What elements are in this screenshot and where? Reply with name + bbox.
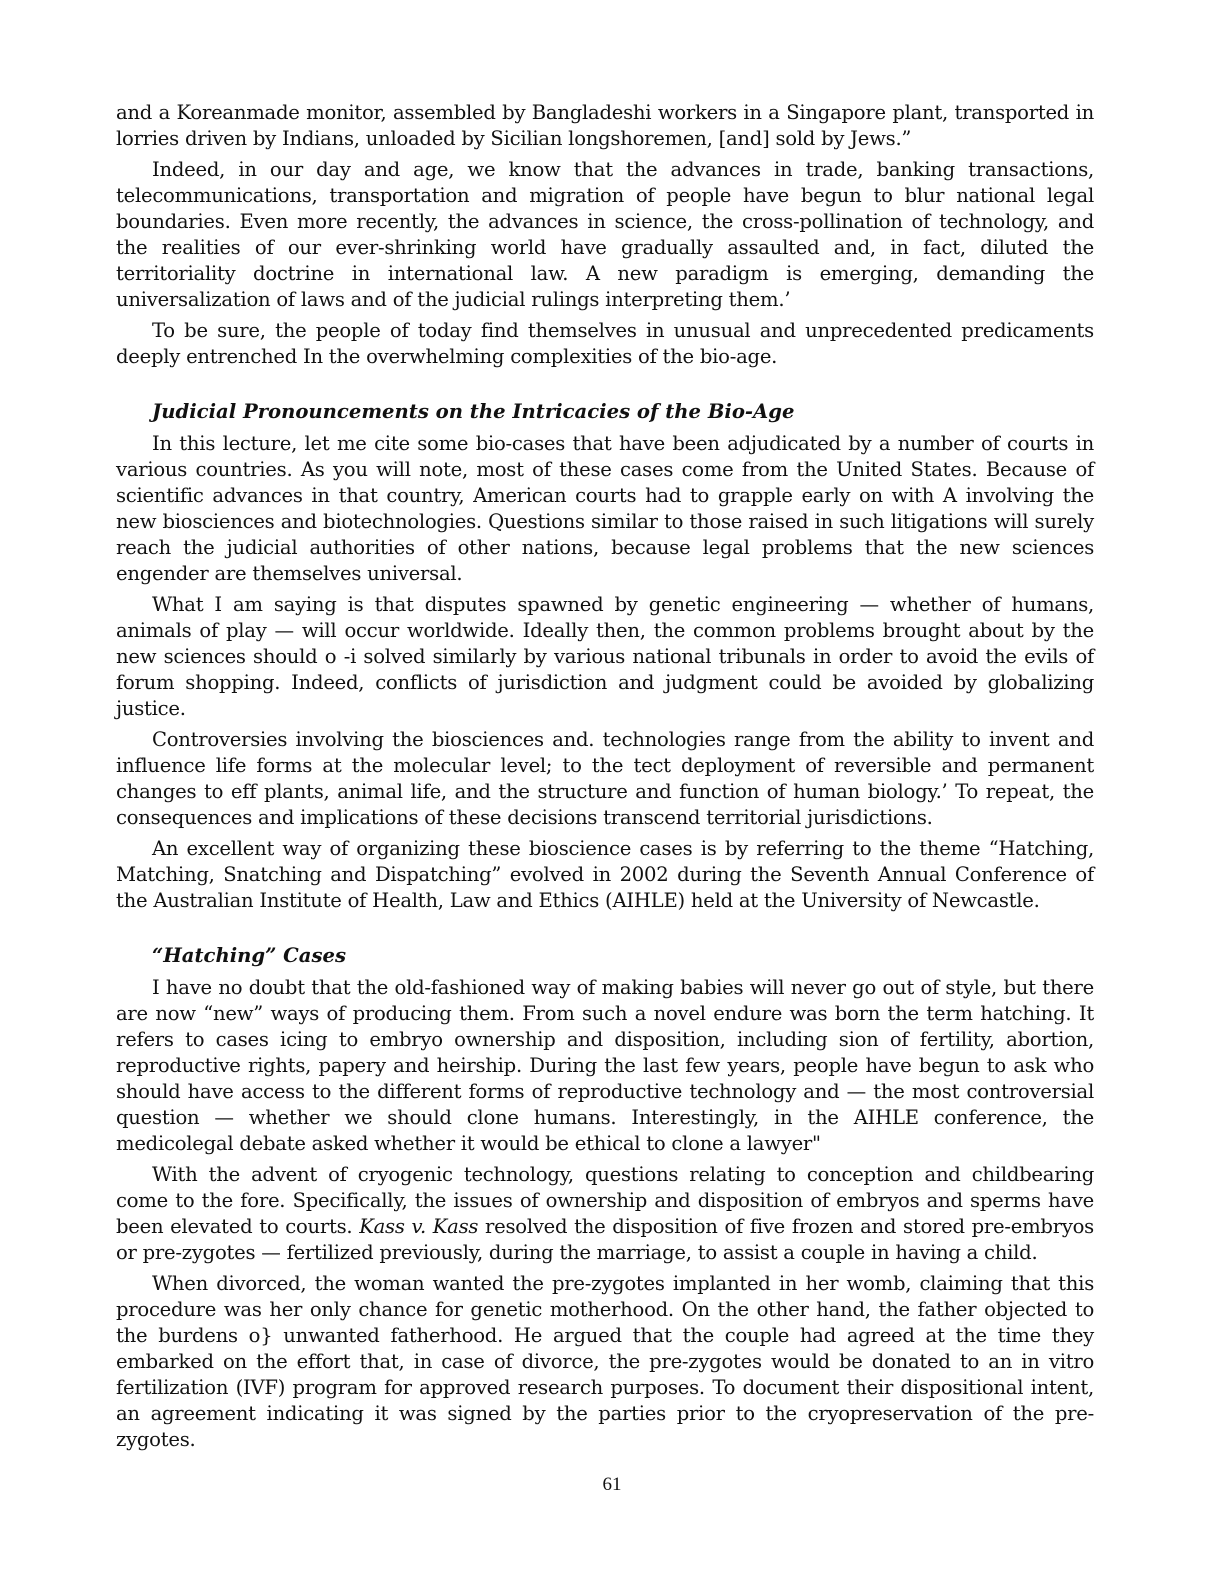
section-heading-hatching-cases: “Hatching” Cases [152,944,347,967]
paragraph-legal-boundaries: Indeed, in our day and age, we know that the advances in trade, banking transactions, telecommunications, transportation and migration of people have begun to blur national legal boundaries. Even more recently, the advances in science, the cross-pollination of technology, and the realities of our ever-shrinking world have gradually assaulted and, in fact, diluted the territoriality doctrine in international law. A new paradigm is emerging, demanding the universalization of laws and of the judicial rulings interpreting them.’ [116,158,1094,311]
paragraph-bio-age-predicaments: To be sure, the people of today find themselves in unusual and unprecedented predicaments deeply entrenched In the overwhelming complexities of the bio-age. [116,319,1094,368]
section-heading-judicial-pronouncements: Judicial Pronouncements on the Intricacies of the Bio-Age [152,400,795,423]
kass-text-before: With the advent of cryogenic technology, questions relating to conception and childbearing come to the fore. Specifically, the issues of ownership and disposition of embryos and sperms have been elevated to courts. [116,1163,1094,1238]
paragraph-kass-v-kass [116,1162,1094,1266]
paragraph-biosciences-controversies: Controversies involving the biosciences and. technologies range from the ability to invent and influence life forms at the molecular level; to the tect deployment of reversible and permanent changes to eff plants, animal life, and the structure and function of human biology.’ To repeat, the consequences and implications of these decisions transcend territorial jurisdictions. [116,728,1094,829]
paragraph-divorce-dispute: When divorced, the woman wanted the pre-zygotes implanted in her womb, claiming that this procedure was her only chance for genetic motherhood. On the other hand, the father objected to the burdens o} unwanted fatherhood. He argued that the couple had agreed at the time they embarked on the effort that, in case of divorce, the pre-zygotes would be donated to an in vitro fertilization (IVF) program for approved research purposes. To document their dispositional intent, an agreement indicating it was signed by the parties prior to the cryopreservation of the pre-zygotes. [116,1272,1094,1451]
case-name-kass-v-kass: Kass v. Kass [359,1215,479,1238]
paragraph-genetic-engineering-disputes: What I am saying is that disputes spawned by genetic engineering — whether of humans, animals of play — will occur worldwide. Ideally then, the common problems brought about by the new sciences should o -i solved similarly by various national tribunals in order to avoid the evils of forum shopping. Indeed, conflicts of jurisdiction and judgment could be avoided by globalizing justice. [116,593,1094,720]
kass-text-after: resolved the disposition of five frozen and stored pre-embryos or pre-zygotes — fertilized previously, during the marriage, to assist a couple in having a child. [116,1215,1094,1264]
paragraph-aihle-theme: An excellent way of organizing these bioscience cases is by referring to the theme “Hatching, Matching, Snatching and Dispatching” evolved in 2002 during the Seventh Annual Conference of the Australian Institute of Health, Law and Ethics (AIHLE) held at the University of Newcastle. [116,837,1094,912]
paragraph-continued-quote: and a Koreanmade monitor, assembled by Bangladeshi workers in a Singapore plant, transported in lorries driven by Indians, unloaded by Sicilian longshoremen, [and] sold by Jews.” [116,101,1094,150]
page-number: 61 [602,1474,622,1495]
paragraph-bio-cases-intro: In this lecture, let me cite some bio-cases that have been adjudicated by a number of courts in various countries. As you will note, most of these cases come from the United States. Because of scientific advances in that country, American courts had to grapple early on with A involving the new biosciences and biotechnologies. Questions similar to those raised in such litigations will surely reach the judicial authorities of other nations, because legal problems that the new sciences engender are themselves universal. [116,432,1094,585]
paragraph-hatching-intro: I have no doubt that the old-fashioned way of making babies will never go out of style, but there are now “new” ways of producing them. From such a novel endure was born the term hatching. It refers to cases icing to embryo ownership and disposition, including sion of fertility, abortion, reproductive rights, papery and heirship. During the last few years, people have begun to ask who should have access to the different forms of reproductive technology and — the most controversial question — whether we should clone humans. Interestingly, in the AIHLE conference, the medicolegal debate asked whether it would be ethical to clone a lawyer" [116,976,1094,1155]
page-body [116,100,1094,1458]
